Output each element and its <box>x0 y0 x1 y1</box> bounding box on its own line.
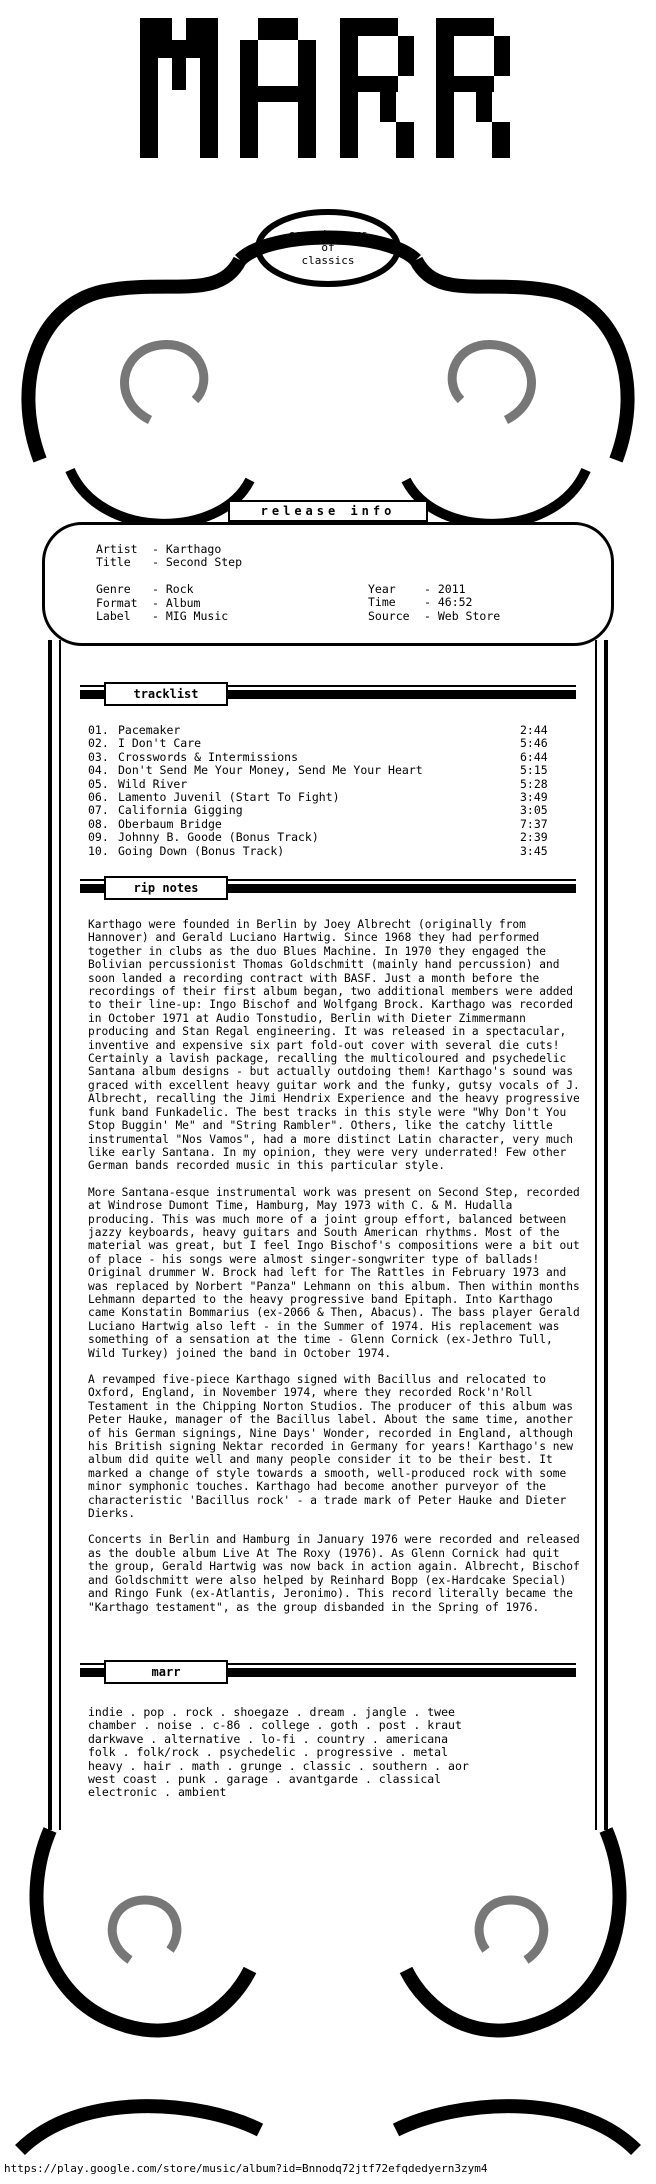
track-duration: 5:28 <box>520 776 548 791</box>
artist-value: Karthago <box>165 542 222 556</box>
track-number: 07. <box>88 803 109 818</box>
tagline-line-3: classics <box>301 254 355 267</box>
tagline-line-1: connoisseurs <box>288 228 368 241</box>
rip-notes-paragraph: Karthago were founded in Berlin by Joey Albrecht (originally from Hannover) and Gerald Luciano Hartwig. Since 1968 they had performed together in clubs as the duo Blues Machine. In 1970 they engaged the Bolivian percussionist Thomas Goldschmitt (mainly hand percussion) and soon landed a recording contract with BASF. Just a month before the recordings of their first album began, two additional members were added to their line-up: Ingo Bischof and Wolfgang Brock. Karthago was recorded in October 1971 at Audio Tonstudio, Berlin with Dieter Zimmermann producing and Stan Regal engineering. It was released in a spectacular, inventive and expensive six part fold-out cover with several die cuts! Certainly a lavish package, recalling the multicoloured and psychedelic Santana album designs - but actually outdoing them! Karthago's sound was graced with excellent heavy guitar work and the funky, gutsy vocals of J. Albrecht, recalling the Jimi Hendrix Experience and the heavy progressive funk band Funkadelic. The best tracks in this style were "Why Don't You Stop Buggin' Me" and "String Rambler". Others, like the catchy little instrumental "Nos Vamos", had a more distinct Latin character, very much like early Santana. In my opinion, they were very underrated! Few other German bands recorded music in this particular style. <box>88 918 580 1173</box>
rip-notes-header: rip notes <box>104 876 228 900</box>
track-row <box>88 845 568 858</box>
track-number: 05. <box>88 776 109 791</box>
top-ornament <box>28 238 627 524</box>
track-title: Johnny B. Goode (Bonus Track) <box>118 830 319 845</box>
track-title: California Gigging <box>118 803 243 818</box>
title-label: Title <box>96 555 131 570</box>
track-title: Crosswords & Intermissions <box>118 749 299 764</box>
year-value: 2011 <box>437 582 466 596</box>
marr-logo <box>140 18 510 158</box>
track-duration: 7:37 <box>520 816 548 831</box>
track-number: 04. <box>88 763 109 778</box>
track-title: Lamento Juvenil (Start To Fight) <box>118 790 340 805</box>
tracklist-section-header <box>80 682 576 706</box>
ornament-spirals <box>125 345 532 420</box>
track-title: I Don't Care <box>118 736 202 751</box>
track-row <box>88 737 568 750</box>
source-value: Web Store <box>437 608 501 623</box>
genre-tag-line: west coast . punk . garage . avantgarde . classical <box>88 1772 442 1787</box>
genre-tag-line: darkwave . alternative . lo-fi . country . americana <box>88 1731 449 1746</box>
track-duration: 2:44 <box>520 723 548 737</box>
track-duration: 5:46 <box>520 736 548 751</box>
time-label: Time <box>368 595 396 610</box>
genre-tag-line: indie . pop . rock . shoegaze . dream . jangle . twee <box>88 1705 455 1719</box>
track-row <box>88 804 568 817</box>
tagline <box>270 228 386 267</box>
label-label: Label <box>96 609 131 624</box>
year-label: Year <box>368 582 396 596</box>
track-duration: 6:44 <box>520 749 548 764</box>
track-duration: 3:49 <box>520 790 548 805</box>
release-info-right: Year - 2011 Time - 46:52 Source - Web Store <box>368 582 501 623</box>
genre-tag-line: chamber . noise . c-86 . college . goth . post . kraut <box>88 1718 462 1733</box>
track-row <box>88 791 568 804</box>
track-number: 02. <box>88 736 109 751</box>
track-duration: 5:15 <box>520 763 548 778</box>
title-value: Second Step <box>165 555 243 570</box>
track-row <box>88 778 568 791</box>
track-row <box>88 724 568 737</box>
release-info-header: release info <box>228 500 428 522</box>
genre-tags <box>88 1706 578 1800</box>
track-number: 10. <box>88 843 109 858</box>
track-number: 09. <box>88 830 109 845</box>
tagline-line-2: of <box>321 241 335 254</box>
track-duration: 3:45 <box>520 843 548 858</box>
track-number: 06. <box>88 790 109 805</box>
track-title: Wild River <box>118 776 188 791</box>
artist-label: Artist <box>96 542 138 556</box>
rip-notes-paragraph: More Santana-esque instrumental work was present on Second Step, recorded at Windrose Dumont Time, Hamburg, May 1973 with C. & M. Hudalla producing. This was much more of a joint group effort, balanced between jazzy keyboards, heavy guitars and South American rhythms. Most of the material was great, but I feel Ingo Bischof's compositions were a bit out of place - his songs were almost singer-songwriter type of ballads! Original drummer W. Brock had left for The Rattles in February 1973 and was replaced by Norbert "Panza" Lehmann on this album. Then within months Lehmann departed to the heavy progressive band Epitaph. Into Karthago came Konstatin Bommarius (ex-2066 & Then, Abacus). The bass player Gerald Luciano Hartwig also left - in the Summer of 1974. His replacement was something of a sensation at the time - Glenn Cornick (ex-Jethro Tull, Wild Turkey) joined the band in October 1974. <box>88 1185 580 1360</box>
format-value: Album <box>165 595 201 610</box>
track-duration: 2:39 <box>520 830 548 845</box>
rip-notes-paragraph: A revamped five-piece Karthago signed with Bacillus and relocated to Oxford, England, in November 1974, where they recorded Rock'n'Roll Testament in the Chipping Norton Studios. The producer of this album was Peter Hauke, manager of the Bacillus label. About the same time, another of his German signings, Nine Days' Wonder, recorded in England, although his British signing Nektar recorded in Germany for years! Karthago's new album did quite well and many people consider it to be their best. It marked a change of style towards a smooth, well-produced rock with some minor symphonic touches. Karthago had become another purveyor of the characteristic 'Bacillus rock' - a trade mark of Peter Hauke and Dieter Dierks. <box>88 1373 573 1521</box>
time-value: 46:52 <box>437 595 473 610</box>
tracklist <box>88 724 568 858</box>
source-label: Source <box>368 608 410 623</box>
bottom-ornament <box>20 1830 636 2150</box>
track-row <box>88 764 568 777</box>
rip-notes-body <box>88 918 586 1627</box>
rip-notes-paragraph: Concerts in Berlin and Hamburg in January 1976 were recorded and released as the double album Live At The Roxy (1976). As Glenn Cornick had quit the group, Gerald Hartwig was now back in action again. Albrecht, Bischof and Goldschmitt were also helped by Reinhard Bopp (ex-Hardcake Special) and Ringo Funk (ex-Atlantis, Jeronimo). This record literally became the "Karthago testament", as the group disbanded in the Spring of 1976. <box>88 1533 580 1614</box>
track-number: 08. <box>88 816 109 831</box>
track-row <box>88 818 568 831</box>
release-info-left: Artist - Karthago Title - Second Step Genre - Rock Format - Album Label - MIG Music <box>96 542 243 624</box>
track-title: Oberbaum Bridge <box>118 816 222 831</box>
genre-tag-line: folk . folk/rock . psychedelic . progressive . metal <box>88 1745 449 1760</box>
genre-tag-line: heavy . hair . math . grunge . classic . southern . aor <box>88 1758 469 1773</box>
bottom-spirals <box>112 1900 544 1960</box>
track-number: 01. <box>88 723 109 737</box>
genre-label: Genre <box>96 582 131 597</box>
track-row <box>88 751 568 764</box>
rip-notes-section-header <box>80 876 576 900</box>
track-row <box>88 831 568 844</box>
marr-section-header <box>80 1660 576 1684</box>
genre-value: Rock <box>165 582 194 597</box>
tracklist-header: tracklist <box>104 682 228 706</box>
marr-header: marr <box>104 1660 228 1684</box>
track-title: Don't Send Me Your Money, Send Me Your Heart <box>118 763 423 778</box>
format-label: Format <box>96 595 138 610</box>
track-number: 03. <box>88 749 109 764</box>
track-duration: 3:05 <box>520 803 548 818</box>
track-title: Going Down (Bonus Track) <box>118 843 285 858</box>
track-title: Pacemaker <box>118 723 181 737</box>
genre-tag-line: electronic . ambient <box>88 1785 227 1800</box>
footer-url[interactable]: https://play.google.com/store/music/album?id=Bnnodq72jtf72efqdedyern3zym4 <box>4 2162 488 2175</box>
label-value: MIG Music <box>165 609 229 624</box>
